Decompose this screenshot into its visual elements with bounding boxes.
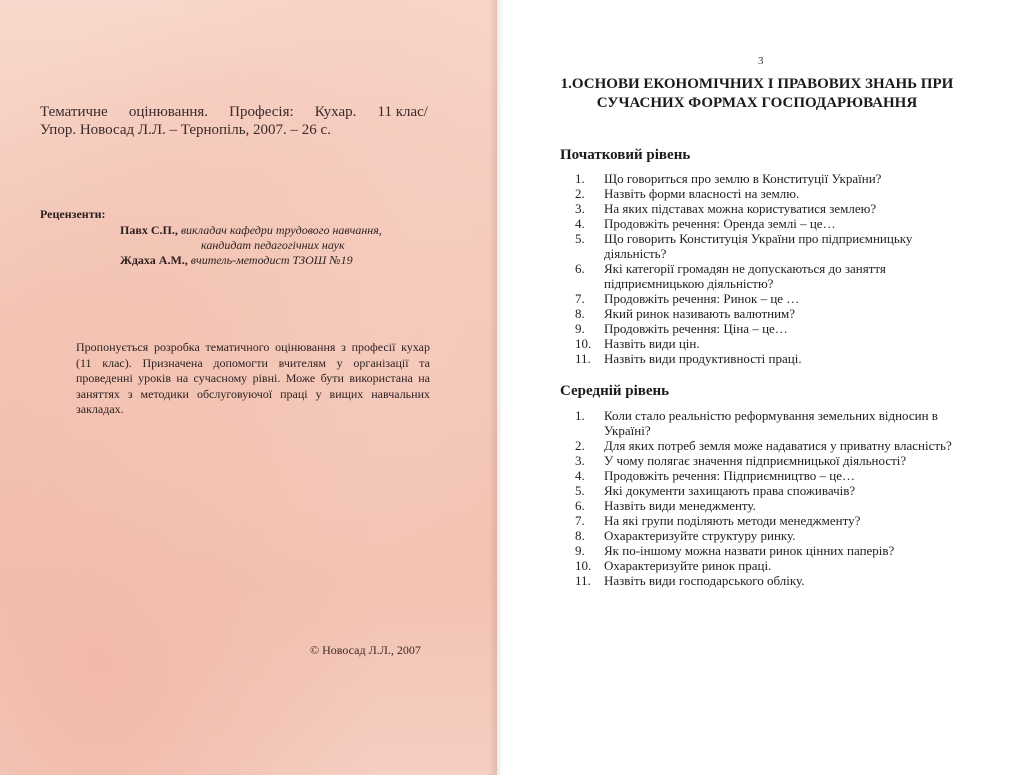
question-list-intermediate-level xyxy=(575,408,955,588)
question-text: Назвіть види продуктивності праці. xyxy=(604,351,802,366)
question-text: Назвіть форми власності на землю. xyxy=(604,186,800,201)
list-item xyxy=(575,186,955,201)
list-item xyxy=(575,513,955,528)
list-item xyxy=(575,468,955,483)
question-number: 9. xyxy=(575,543,585,558)
left-page xyxy=(0,0,497,775)
question-text: Як по-іншому можна назвати ринок цінних паперів? xyxy=(604,543,895,558)
bibliographic-entry xyxy=(40,103,428,139)
question-text: Продовжіть речення: Оренда землі – це… xyxy=(604,216,836,231)
bib-word: Професія: xyxy=(229,104,294,120)
list-item xyxy=(575,351,955,366)
reviewer-2-name: Ждаха А.М., xyxy=(120,253,188,267)
question-text: Які категорії громадян не допускаються до заняття підприємницькою діяльністю? xyxy=(604,261,886,291)
reviewer-1-degree: кандидат педагогічних наук xyxy=(201,238,345,252)
question-text: Охарактеризуйте ринок праці. xyxy=(604,558,772,573)
question-number: 6. xyxy=(575,261,585,276)
question-number: 8. xyxy=(575,528,585,543)
reviewer-1-name: Павх С.П., xyxy=(120,223,178,237)
question-number: 1. xyxy=(575,171,585,186)
question-number: 1. xyxy=(575,408,585,423)
reviewer-1 xyxy=(120,223,382,238)
list-item xyxy=(575,231,955,261)
list-item xyxy=(575,483,955,498)
list-item xyxy=(575,438,955,453)
list-item xyxy=(575,498,955,513)
question-number: 4. xyxy=(575,216,585,231)
list-item xyxy=(575,306,955,321)
question-text: Охарактеризуйте структуру ринку. xyxy=(604,528,796,543)
list-item xyxy=(575,321,955,336)
question-number: 6. xyxy=(575,498,585,513)
question-text: На яких підставах можна користуватися землею? xyxy=(604,201,877,216)
reviewer-1-role: викладач кафедри трудового навчання, xyxy=(180,223,382,237)
question-number: 2. xyxy=(575,438,585,453)
page-number: 3 xyxy=(758,55,764,67)
reviewer-2 xyxy=(120,253,353,268)
reviewers-label: Рецензенти: xyxy=(40,207,106,221)
question-number: 5. xyxy=(575,231,585,246)
question-number: 2. xyxy=(575,186,585,201)
question-text: Коли стало реальністю реформування земельних відносин в Україні? xyxy=(604,408,938,438)
question-list-basic-level xyxy=(575,171,955,366)
question-number: 3. xyxy=(575,201,585,216)
question-text: Який ринок називають валютним? xyxy=(604,306,796,321)
question-text: Що говорить Конституція України про підприємницьку діяльність? xyxy=(604,231,913,261)
list-item xyxy=(575,201,955,216)
bib-word: Кухар. xyxy=(314,104,357,120)
question-text: Назвіть види менеджменту. xyxy=(604,498,756,513)
list-item xyxy=(575,543,955,558)
question-text: Назвіть види цін. xyxy=(604,336,700,351)
question-number: 4. xyxy=(575,468,585,483)
question-text: Для яких потреб земля може надаватися у приватну власність? xyxy=(604,438,952,453)
list-item xyxy=(575,216,955,231)
question-number: 7. xyxy=(575,513,585,528)
bibliography-line-1 xyxy=(40,103,428,121)
question-number: 11. xyxy=(575,573,591,588)
list-item xyxy=(575,573,955,588)
question-number: 10. xyxy=(575,558,592,573)
list-item xyxy=(575,528,955,543)
question-text: У чому полягає значення підприємницької діяльності? xyxy=(604,453,907,468)
list-item xyxy=(575,453,955,468)
right-page xyxy=(497,0,1024,775)
copyright-notice: © Новосад Л.Л., 2007 xyxy=(310,643,421,657)
question-text: Назвіть види господарського обліку. xyxy=(604,573,805,588)
question-text: На які групи поділяють методи менеджменту? xyxy=(604,513,861,528)
question-text: Продовжіть речення: Підприємництво – це… xyxy=(604,468,856,483)
question-number: 5. xyxy=(575,483,585,498)
question-number: 10. xyxy=(575,336,592,351)
question-text: Продовжіть речення: Ціна – це… xyxy=(604,321,788,336)
list-item xyxy=(575,408,955,438)
question-number: 3. xyxy=(575,453,585,468)
question-number: 11. xyxy=(575,351,591,366)
question-number: 7. xyxy=(575,291,585,306)
list-item xyxy=(575,261,955,291)
section-heading-basic-level: Початковий рівень xyxy=(560,147,691,163)
question-text: Продовжіть речення: Ринок – це … xyxy=(604,291,800,306)
bib-word: оцінювання. xyxy=(128,104,209,120)
question-text: Які документи захищають права споживачів? xyxy=(604,483,856,498)
reviewer-2-role: вчитель-методист ТЗОШ №19 xyxy=(190,253,353,267)
question-number: 8. xyxy=(575,306,585,321)
bib-word: Тематичне xyxy=(40,104,108,120)
list-item xyxy=(575,291,955,306)
question-text: Що говориться про землю в Конституції України? xyxy=(604,171,882,186)
list-item xyxy=(575,336,955,351)
bib-word: 11 клас/ xyxy=(377,104,428,120)
chapter-title: 1.ОСНОВИ ЕКОНОМІЧНИХ І ПРАВОВИХ ЗНАНЬ ПРИ СУЧАСНИХ ФОРМАХ ГОСПОДАРЮВАННЯ xyxy=(560,76,954,111)
list-item xyxy=(575,171,955,186)
bibliography-line-2: Упор. Новосад Л.Л. – Тернопіль, 2007. – 26 с. xyxy=(40,122,331,138)
abstract-paragraph: Пропонується розробка тематичного оцінювання з професії кухар (11 клас). Призначена допомогти вчителям у організації та проведенні уроків на сучасному рівні. Може бути використана на заняттях з методики обслуговуючої праці у вищих навчальних закладах. xyxy=(76,340,430,416)
list-item xyxy=(575,558,955,573)
section-heading-intermediate-level: Середній рівень xyxy=(560,383,670,399)
question-number: 9. xyxy=(575,321,585,336)
